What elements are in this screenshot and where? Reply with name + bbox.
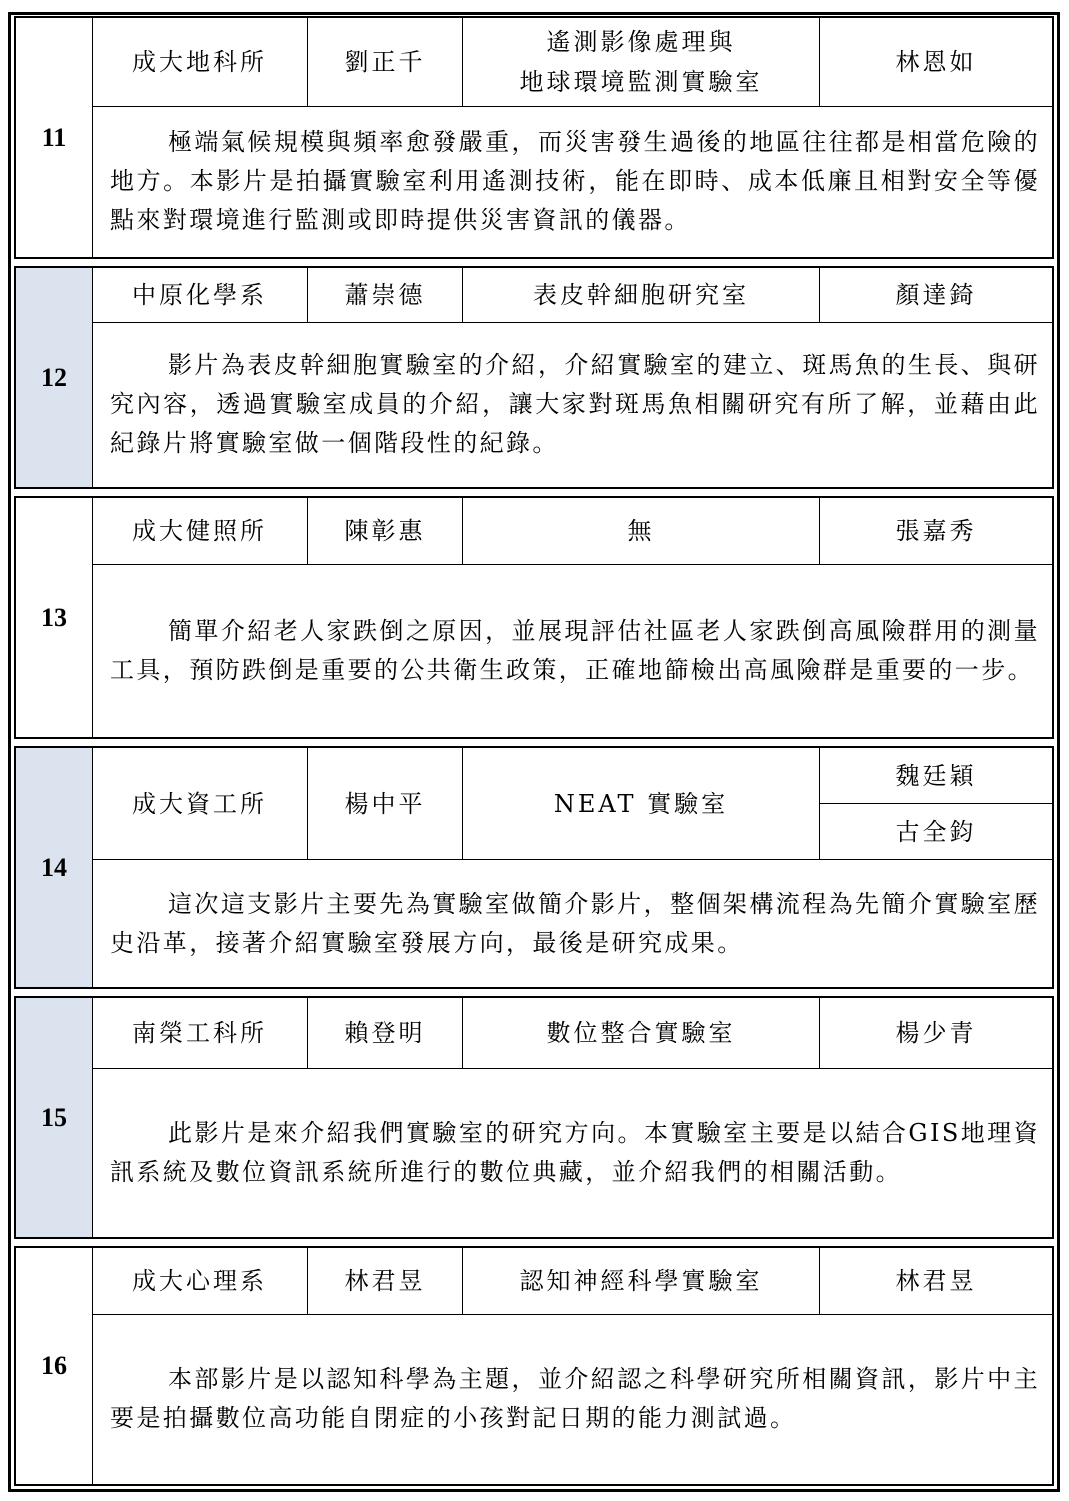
description-cell — [92, 1314, 1052, 1484]
unit-cell: 成大資工所 — [92, 748, 308, 859]
description-text: 極端氣候規模與頻率愈發嚴重，而災害發生過後的地區往往都是相當危險的地方。本影片是拍攝實驗室利用遙測技術，能在即時、成本低廉且相對安全等優點來對環境進行監測或即時提供災害資訊的儀器。 — [110, 128, 1040, 234]
advisor-cell: 蕭崇德 — [308, 268, 463, 322]
author-cell — [820, 748, 1052, 859]
lab-line: 表皮幹細胞研究室 — [533, 281, 749, 309]
author-name: 魏廷穎 — [895, 761, 977, 790]
info-row — [92, 998, 1052, 1069]
unit-cell: 成大心理系 — [92, 1248, 308, 1314]
table-row — [14, 746, 1054, 989]
info-row — [92, 1248, 1052, 1315]
author-cell: 楊少青 — [895, 1019, 977, 1047]
row-number: 13 — [16, 498, 93, 737]
info-row — [92, 748, 1052, 860]
description-text: 這次這支影片主要先為實驗室做簡介影片，整個架構流程為先簡介實驗室歷史沿革，接著介紹實驗室發展方向，最後是研究成果。 — [110, 890, 1040, 957]
row-number: 12 — [16, 268, 93, 487]
row-number: 11 — [16, 18, 93, 257]
info-row — [92, 18, 1052, 107]
lab-cell — [463, 18, 820, 106]
description-cell — [92, 564, 1052, 737]
info-row — [92, 498, 1052, 565]
lab-line: 無 — [627, 517, 655, 545]
advisor-cell: 林君昱 — [308, 1248, 463, 1314]
author-cell: 顏達錡 — [895, 281, 977, 309]
lab-cell — [463, 998, 820, 1068]
advisor-cell: 賴登明 — [308, 998, 463, 1068]
description-cell — [92, 106, 1052, 257]
lab-line: 遙測影像處理與 — [546, 28, 736, 56]
description-text: 此影片是來介紹我們實驗室的研究方向。本實驗室主要是以結合GIS地理資訊系統及數位資訊系統所進行的數位典藏，並介紹我們的相關活動。 — [110, 1118, 1040, 1186]
author-cell: 林恩如 — [895, 48, 977, 76]
unit-cell: 成大健照所 — [92, 498, 308, 564]
lab-line: 數位整合實驗室 — [546, 1019, 736, 1047]
table-row — [14, 496, 1054, 739]
unit-cell: 南榮工科所 — [92, 998, 308, 1068]
lab-cell — [463, 498, 820, 564]
unit-cell: 成大地科所 — [92, 18, 308, 106]
lab-line: 地球環境監測實驗室 — [519, 68, 763, 96]
lab-cell — [463, 748, 820, 859]
description-text: 影片為表皮幹細胞實驗室的介紹，介紹實驗室的建立、斑馬魚的生長、與研究內容，透過實驗室成員的介紹，讓大家對斑馬魚相關研究有所了解，並藉由此紀錄片將實驗室做一個階段性的紀錄。 — [110, 351, 1040, 457]
table-row — [14, 1246, 1054, 1486]
author-cell: 林君昱 — [895, 1267, 977, 1295]
author-name: 古全鈞 — [820, 803, 1052, 859]
row-number: 15 — [16, 998, 93, 1237]
description-text: 本部影片是以認知科學為主題，並介紹認之科學研究所相關資訊，影片中主要是拍攝數位高功能自閉症的小孩對記日期的能力測試過。 — [110, 1365, 1040, 1432]
info-row — [92, 268, 1052, 323]
lab-cell — [463, 1248, 820, 1314]
unit-cell: 中原化學系 — [92, 268, 308, 322]
lab-cell — [463, 268, 820, 322]
description-text: 簡單介紹老人家跌倒之原因，並展現評估社區老人家跌倒高風險群用的測量工具，預防跌倒是重要的公共衛生政策，正確地篩檢出高風險群是重要的一步。 — [110, 616, 1040, 684]
row-number: 16 — [16, 1248, 93, 1484]
row-number: 14 — [16, 748, 93, 987]
table-row — [14, 996, 1054, 1239]
lab-line: 認知神經科學實驗室 — [519, 1267, 763, 1295]
author-cell: 張嘉秀 — [895, 517, 977, 545]
description-cell — [92, 861, 1052, 987]
advisor-cell: 劉正千 — [308, 18, 463, 106]
table-row — [14, 16, 1054, 259]
lab-line: NEAT 實驗室 — [553, 789, 729, 818]
advisor-cell: 陳彰惠 — [308, 498, 463, 564]
description-cell — [92, 322, 1052, 487]
table-row — [14, 266, 1054, 489]
advisor-cell: 楊中平 — [308, 748, 463, 859]
description-cell — [92, 1068, 1052, 1237]
